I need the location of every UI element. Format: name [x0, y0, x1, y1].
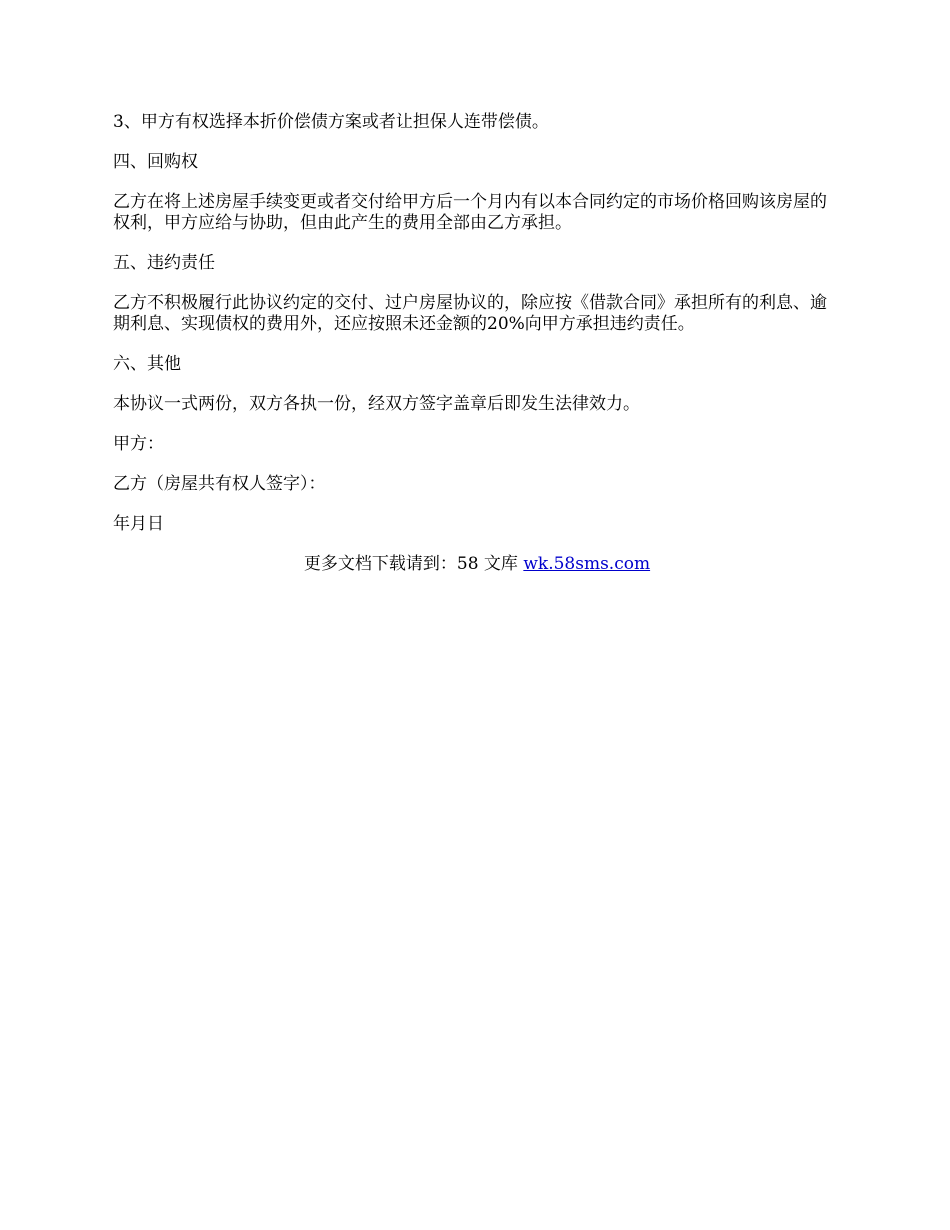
- party-a-signature-line: 甲方：: [113, 434, 164, 454]
- section-heading-other: 六、其他: [113, 354, 181, 374]
- footer-prefix-text: 更多文档下载请到：58 文库: [303, 554, 524, 574]
- breach-clause-text: 乙方不积极履行此协议约定的交付、过户房屋协议的，除应按《借款合同》承担所有的利息、逾期利息、实现债权的费用外，还应按照未还金额的20%向甲方承担违约责任。: [113, 293, 827, 334]
- other-clause-text: 本协议一式两份，双方各执一份，经双方签字盖章后即发生法律效力。: [113, 394, 640, 414]
- footer-website-link[interactable]: wk.58sms.com: [523, 554, 651, 574]
- date-line: 年月日: [113, 514, 164, 534]
- section-heading-repurchase: 四、回购权: [113, 152, 198, 172]
- clause-3-text: 3、甲方有权选择本折价偿债方案或者让担保人连带偿债。: [113, 112, 549, 132]
- download-footer: [113, 554, 841, 575]
- repurchase-clause-text: 乙方在将上述房屋手续变更或者交付给甲方后一个月内有以本合同约定的市场价格回购该房屋的权利，甲方应给与协助，但由此产生的费用全部由乙方承担。: [113, 192, 827, 233]
- party-b-signature-line: 乙方（房屋共有权人签字）：: [113, 474, 326, 494]
- section-heading-breach: 五、违约责任: [113, 253, 215, 273]
- document-body: [113, 112, 841, 575]
